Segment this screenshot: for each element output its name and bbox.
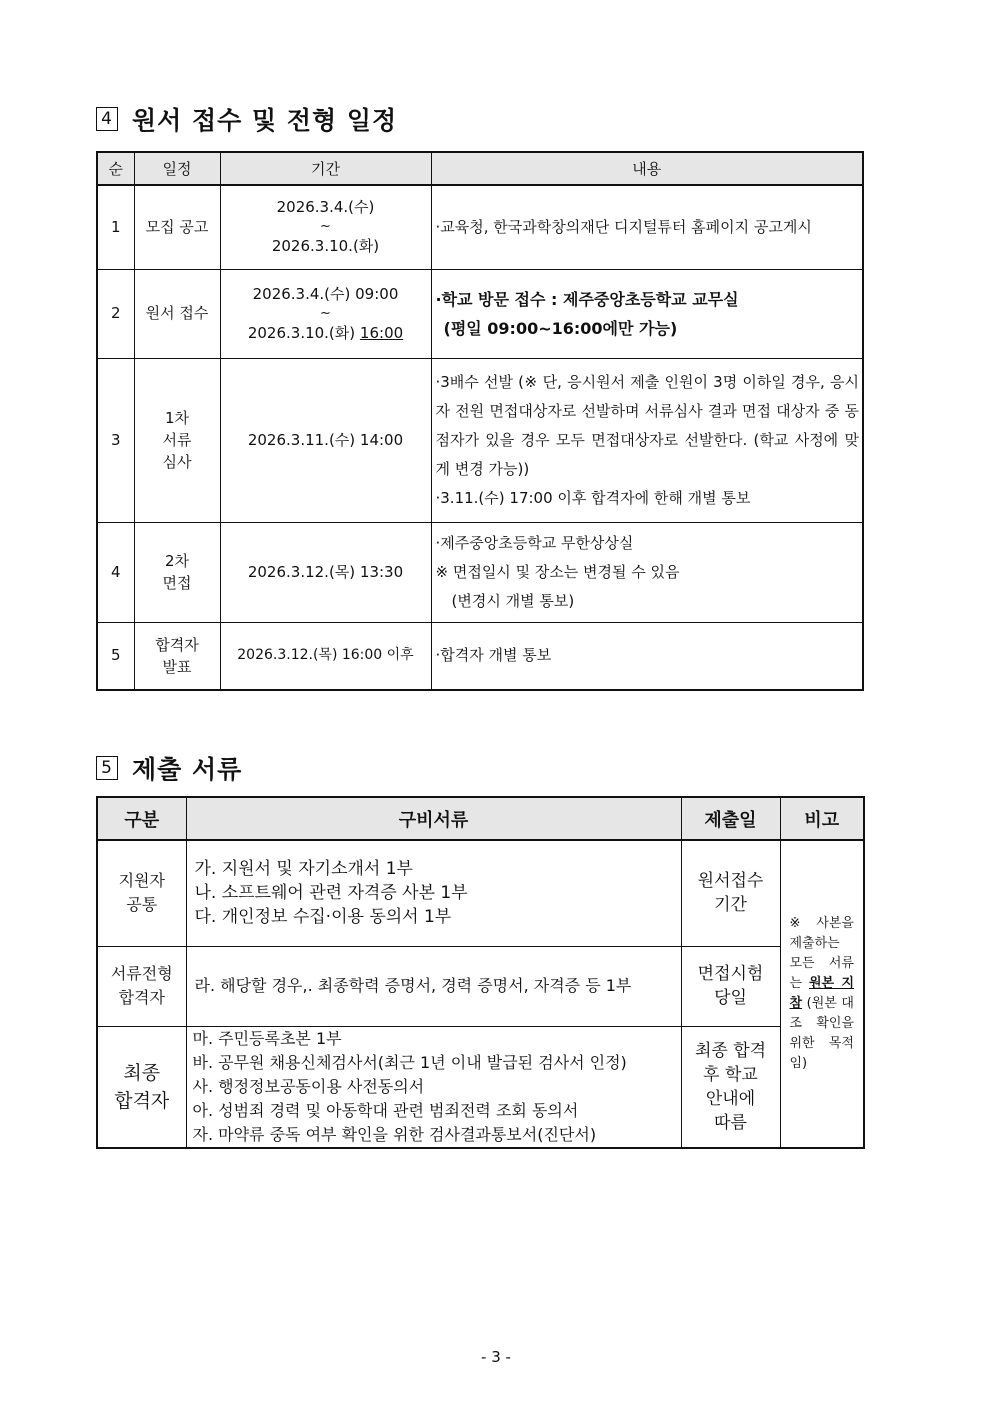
document-item: 바. 공무원 채용신체검사서(최근 1년 이내 발급된 검사서 인정) bbox=[192, 1052, 627, 1072]
table-row bbox=[97, 358, 863, 522]
note-cell bbox=[780, 840, 864, 1148]
period-start: 2026.3.4.(수) 09:00 bbox=[252, 284, 399, 303]
row-stage bbox=[134, 358, 220, 522]
row-stage bbox=[134, 522, 220, 622]
row-date bbox=[681, 946, 780, 1026]
header-content: 내용 bbox=[431, 152, 863, 185]
period-end bbox=[226, 319, 426, 348]
document-item: 아. 성범죄 경력 및 아동학대 관련 범죄전력 조회 동의서 bbox=[192, 1100, 579, 1120]
row-documents bbox=[186, 840, 681, 946]
date-line: 후 학교 bbox=[703, 1064, 758, 1085]
date-line: 기간 bbox=[714, 895, 747, 916]
row-number: 3 bbox=[97, 358, 134, 522]
row-period bbox=[220, 269, 431, 358]
document-item: 가. 지원서 및 자기소개서 1부 bbox=[194, 859, 413, 880]
section-title: 원서 접수 및 전형 일정 bbox=[132, 106, 398, 135]
row-category bbox=[97, 946, 186, 1026]
document-item: 나. 소프트웨어 관련 자격증 사본 1부 bbox=[194, 883, 468, 904]
document-item: 마. 주민등록초본 1부 bbox=[192, 1028, 342, 1048]
header-note: 비고 bbox=[780, 797, 864, 840]
row-number: 1 bbox=[97, 185, 134, 269]
row-content bbox=[431, 522, 863, 622]
row-period: 2026.3.12.(목) 13:30 bbox=[220, 522, 431, 622]
period-end-date: 2026.3.10.(화) bbox=[247, 323, 356, 342]
schedule-table bbox=[96, 151, 864, 691]
documents-table bbox=[96, 796, 865, 1149]
content-line: ·제주중앙초등학교 무한상상실 bbox=[435, 533, 634, 552]
period-end-time: 16:00 bbox=[359, 323, 404, 342]
header-documents: 구비서류 bbox=[186, 797, 681, 840]
stage-line: 1차 bbox=[164, 409, 190, 427]
table-row bbox=[97, 185, 863, 269]
section-5-heading bbox=[96, 750, 242, 786]
date-line: 면접시험 bbox=[697, 964, 764, 984]
note-text: ※사본을 제출하는 모든 서류는 bbox=[789, 915, 854, 991]
row-stage: 모집 공고 bbox=[134, 185, 220, 269]
table-header-row bbox=[97, 152, 863, 185]
content-line: (변경시 개별 통보) bbox=[451, 591, 575, 610]
section-title: 제출 서류 bbox=[132, 755, 243, 784]
section-number-box: 4 bbox=[96, 107, 118, 131]
content-line: ·학교 방문 접수 : 제주중앙초등학교 교무실 bbox=[435, 289, 739, 309]
row-content bbox=[431, 269, 863, 358]
category-line: 합격자 bbox=[114, 1089, 170, 1112]
document-item: 다. 개인정보 수집·이용 동의서 1부 bbox=[194, 907, 452, 928]
document-item: 자. 마약류 중독 여부 확인을 위한 검사결과통보서(진단서) bbox=[192, 1124, 597, 1144]
date-line: 원서접수 bbox=[697, 871, 764, 892]
section-4-heading bbox=[96, 101, 397, 137]
row-category bbox=[97, 840, 186, 946]
content-line: ※ 면접일시 및 장소는 변경될 수 있음 bbox=[435, 562, 680, 581]
page-number: - 3 - bbox=[481, 1348, 511, 1366]
row-content bbox=[431, 358, 863, 522]
row-number: 4 bbox=[97, 522, 134, 622]
row-stage: 원서 접수 bbox=[134, 269, 220, 358]
row-date bbox=[681, 1026, 780, 1148]
section-number-box: 5 bbox=[96, 756, 118, 780]
date-line: 최종 합격 bbox=[694, 1040, 767, 1061]
period-tilde: ~ bbox=[320, 305, 331, 321]
document-item: 라. 해당할 경우,. 최종학력 증명서, 경력 증명서, 자격증 등 1부 bbox=[194, 976, 632, 995]
table-row bbox=[97, 840, 864, 946]
date-line: 안내에 bbox=[705, 1088, 756, 1109]
period-end: 2026.3.10.(화) bbox=[271, 237, 380, 256]
row-date bbox=[681, 840, 780, 946]
date-line: 당일 bbox=[714, 988, 747, 1008]
row-content: ·교육청, 한국과학창의재단 디지털튜터 홈페이지 공고게시 bbox=[431, 185, 863, 269]
row-stage bbox=[134, 622, 220, 690]
header-period: 기간 bbox=[220, 152, 431, 185]
note-emphasis: 원본 지참 bbox=[789, 975, 854, 1011]
stage-line: 심사 bbox=[162, 453, 192, 471]
category-line: 최종 bbox=[123, 1061, 161, 1084]
table-header-row bbox=[97, 797, 864, 840]
row-category bbox=[97, 1026, 186, 1148]
period-tilde: ~ bbox=[320, 219, 331, 235]
row-period: 2026.3.11.(수) 14:00 bbox=[220, 358, 431, 522]
content-line: ·3.11.(수) 17:00 이후 합격자에 한해 개별 통보 bbox=[435, 488, 751, 507]
row-number: 5 bbox=[97, 622, 134, 690]
header-date: 제출일 bbox=[681, 797, 780, 840]
content-line: ·3배수 선발 (※ 단, 응시원서 제출 인원이 3명 이하일 경우, 응시자 전원 면접대상자로 선발하며 서류심사 결과 면접 대상자 중 동점자가 있을 경우 모두 면접대상자로 선발한다. (학교 사정에 맞게 변경 가능)) bbox=[435, 372, 859, 478]
category-line: 공통 bbox=[126, 895, 158, 915]
header-category: 구분 bbox=[97, 797, 186, 840]
document-item: 사. 행정정보공동이용 사전동의서 bbox=[192, 1076, 425, 1096]
content-line: (평일 09:00~16:00에만 가능) bbox=[443, 318, 678, 338]
row-documents bbox=[186, 946, 681, 1026]
table-row bbox=[97, 946, 864, 1026]
table-row bbox=[97, 1026, 864, 1148]
stage-line: 합격자 bbox=[155, 635, 199, 654]
row-content: ·합격자 개별 통보 bbox=[431, 622, 863, 690]
stage-line: 2차 bbox=[164, 552, 190, 570]
row-number: 2 bbox=[97, 269, 134, 358]
table-row bbox=[97, 622, 863, 690]
table-row bbox=[97, 522, 863, 622]
stage-line: 서류 bbox=[162, 431, 192, 449]
category-line: 합격자 bbox=[118, 988, 165, 1007]
header-no: 순 bbox=[97, 152, 134, 185]
category-line: 지원자 bbox=[118, 871, 165, 891]
row-period bbox=[220, 185, 431, 269]
note-text: (원본 대조 확인을 위한 목적임) bbox=[789, 995, 854, 1071]
date-line: 따름 bbox=[714, 1112, 747, 1133]
period-start: 2026.3.4.(수) bbox=[276, 198, 375, 217]
category-line: 서류전형 bbox=[110, 964, 173, 983]
header-stage: 일정 bbox=[134, 152, 220, 185]
stage-line: 면접 bbox=[162, 574, 192, 592]
row-documents bbox=[186, 1026, 681, 1148]
row-period: 2026.3.12.(목) 16:00 이후 bbox=[220, 622, 431, 690]
stage-line: 발표 bbox=[162, 657, 192, 676]
table-row bbox=[97, 269, 863, 358]
